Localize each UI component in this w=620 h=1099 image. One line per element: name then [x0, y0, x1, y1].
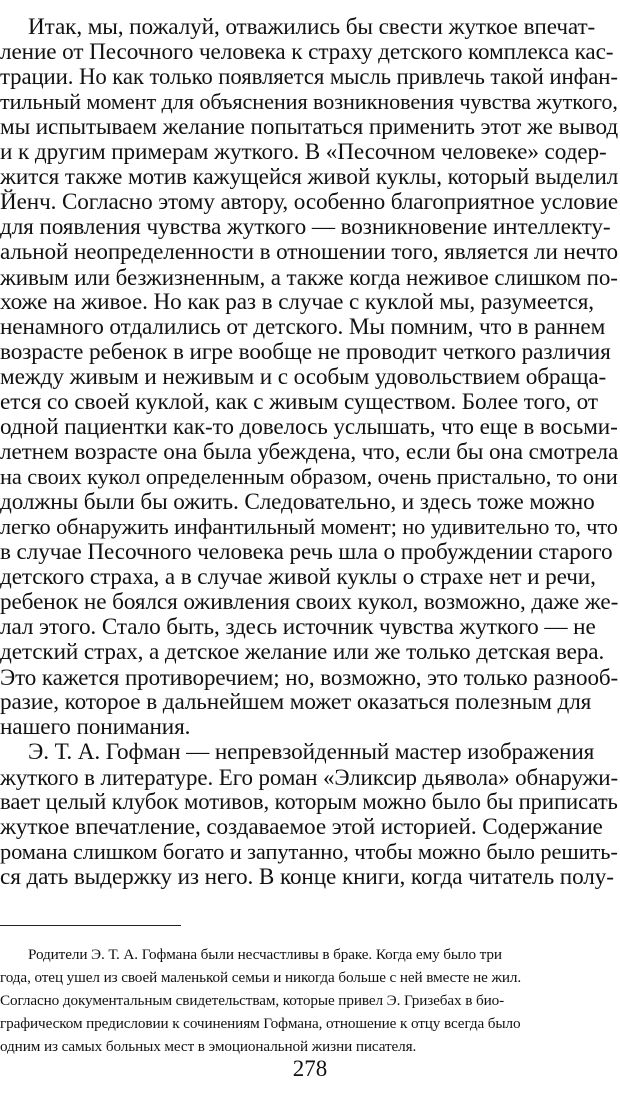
body-text-line: должны были бы ожить. Следовательно, и здесь тоже можно [0, 489, 595, 515]
body-text-line: ся дать выдержку из него. В конце книги, когда читатель полу- [0, 864, 614, 890]
footnote-line: графическом предисловии к сочинениям Гофмана, отношение к отцу всегда было [0, 1015, 521, 1032]
body-text-line: Э. Т. А. Гофман — непревзойденный мастер изображения [28, 739, 595, 765]
body-text-line: разие, которое в дальнейшем может оказаться полезным для [0, 689, 592, 715]
body-text-line: жуткого в литературе. Его роман «Эликсир дьявола» обнаружи- [0, 765, 619, 790]
body-text-line: жуткое впечатление, создаваемое этой историей. Содержание [0, 814, 603, 840]
footnote-line: Согласно документальным свидетельствам, которые привел Э. Гризебах в био- [0, 992, 505, 1009]
body-text-line: жится также мотив кажущейся живой куклы, который выделил [0, 164, 619, 190]
body-text-line: романа слишком богато и запутанно, чтобы можно было решить- [0, 839, 618, 864]
page-number: 278 [292, 1056, 328, 1081]
body-text-line: ется со своей куклой, как с живым существом. Более того, от [0, 389, 598, 415]
body-text-line: альной неопределенности в отношении того, является ли нечто [0, 239, 618, 265]
body-text-line: детский страх, а детское желание или же только детская вера. [0, 639, 605, 665]
body-text-line: на своих кукол определенным образом, очень пристально, то они [0, 464, 618, 489]
body-text-line: трации. Но как только появляется мысль привлечь такой инфан- [0, 64, 618, 89]
footnote-line: одним из самых больных мест в эмоциональной жизни писателя. [0, 1038, 417, 1055]
body-text-line: и к другим примерам жуткого. В «Песочном человеке» содер- [0, 139, 607, 165]
body-text-line: возрасте ребенок в игре вообще не проводит четкого различия [0, 339, 611, 365]
body-text-line: детского страха, а в случае живой куклы о страхе нет и речи, [0, 564, 596, 590]
body-text-line: между живым и неживым и с особым удовольствием обраща- [0, 364, 607, 390]
body-text-line: ление от Песочного человека к страху детского комплекса кас- [0, 39, 614, 65]
body-text-line: ребенок не боялся оживления своих кукол, возможно, даже же- [0, 589, 619, 615]
body-text-line: летнем возрасте она была убеждена, что, если бы она смотрела [0, 439, 619, 465]
body-text-line: лал этого. Стало быть, здесь источник чувства жуткого — не [0, 614, 596, 640]
body-text-line: нашего понимания. [0, 714, 191, 740]
body-text-line: вает целый клубок мотивов, которым можно было бы приписать [0, 789, 618, 814]
body-text-line: ненамного отдалились от детского. Мы помним, что в раннем [0, 314, 606, 340]
body-text-line: в случае Песочного человека речь шла о пробуждении старого [0, 539, 613, 565]
footnote-line: Родители Э. Т. А. Гофмана были несчастливы в браке. Когда ему было три [28, 946, 502, 963]
body-text-line: Йенч. Согласно этому автору, особенно благоприятное условие [0, 189, 619, 215]
body-text-line: живым или безжизненным, а также когда неживое слишком по- [0, 264, 618, 290]
footnote-divider [0, 925, 181, 926]
body-text-line: Это кажется противоречием; но, возможно, это только разнооб- [0, 664, 619, 690]
body-text-line: легко обнаружить инфантильный момент; но удивительно то, что [0, 514, 618, 539]
body-text-line: для появления чувства жуткого — возникновение интеллекту- [0, 214, 611, 240]
body-text-line: мы испытываем желание попытаться применить этот же вывод [0, 114, 619, 140]
body-text-line: хоже на живое. Но как раз в случае с куклой мы, разумеется, [0, 289, 594, 315]
body-text-line: тильный момент для объяснения возникновения чувства жуткого, [0, 89, 618, 114]
body-text-line: одной пациентки как-то довелось услышать, что еще в восьми- [0, 414, 618, 440]
footnote-line: года, отец ушел из своей маленькой семьи и никогда больше с ней вместе не жил. [0, 969, 522, 986]
body-text-line: Итак, мы, пожалуй, отважились бы свести жуткое впечат- [28, 14, 596, 40]
